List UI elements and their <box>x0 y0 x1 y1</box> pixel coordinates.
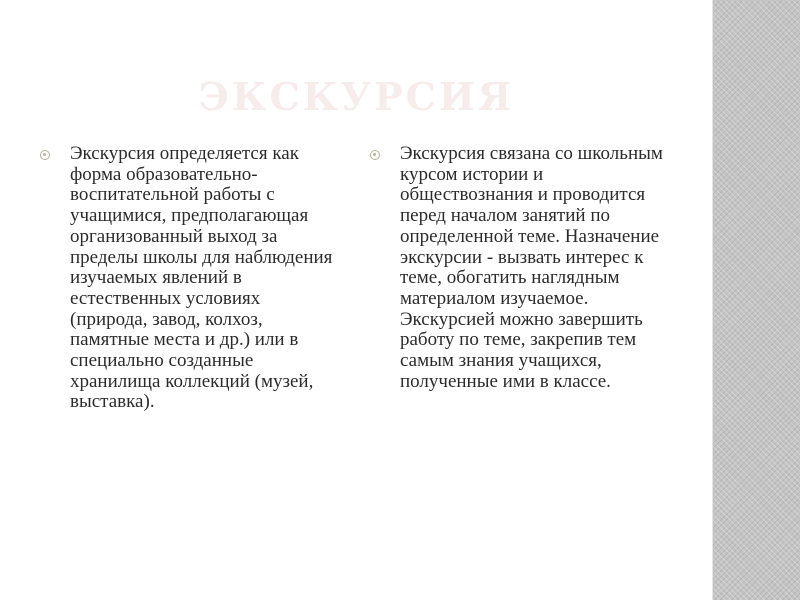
circle-bullet-icon <box>370 150 380 160</box>
slide-title: ЭКСКУРСИЯ <box>198 74 515 119</box>
circle-bullet-icon <box>40 150 50 160</box>
side-pattern-strip <box>713 0 800 600</box>
bullet-item-right <box>370 144 670 392</box>
bullet-text-left: Экскурсия определяется как форма образовательно-воспитательной работы с учащимися, предполагающая организованный выход за пределы школы для наблюдения изучаемых явлений в естественных условиях (природа, завод, колхоз, памятные места и др.) или в специально созданные хранилища коллекций (музей, выставка). <box>70 143 333 413</box>
bullet-text-right: Экскурсия связана со школьным курсом истории и обществознания и проводится перед началом занятий по определенной теме. Назначение экскурсии - вызвать интерес к теме, обогатить наглядным материалом изучаемое. Экскурсией можно завершить работу по теме, закрепив тем самым знания учащихся, полученные ими в классе. <box>400 143 663 392</box>
bullet-item-left <box>40 144 340 413</box>
